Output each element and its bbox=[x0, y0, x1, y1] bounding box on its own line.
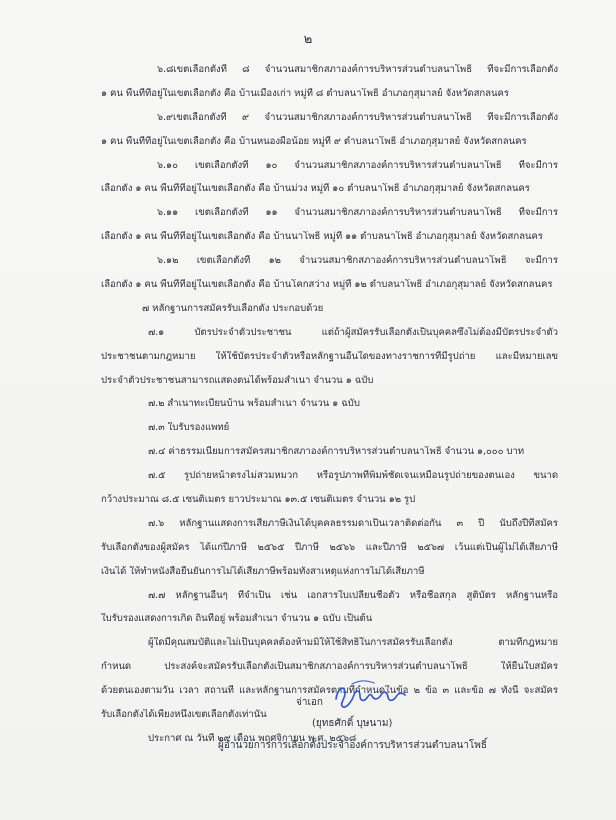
item-7-5-line-1: ๗.๕ รูปถ่ายหน้าตรงไม่สวมหมวก หรือรูปภาพที่พิมพ์ชัดเจนเหมือนรูปถ่ายของตนเอง ขนาด bbox=[148, 470, 558, 482]
application-note-line-4: รับเลือกตั้งได้เพียงหนึ่งเขตเลือกตั้งเท่านั้น bbox=[101, 709, 267, 721]
application-note-line-2: กำหนด ประสงค์จะสมัครรับเลือกตั้งเป็นสมาชิกสภาองค์การบริหารส่วนตำบลนาโพธิ์ ให้ยื่นใบสมัคร bbox=[101, 661, 558, 673]
district-10-line-2: เลือกตั้ง ๑ คน พื้นที่ที่อยู่ในเขตเลือกตั้ง คือ บ้านม่วง หมู่ที่ ๑๐ ตำบลนาโพธิ์ อำเภอกุสุมาลย์ จังหวัดสกลนคร bbox=[101, 183, 530, 195]
signatory-rank: จ่าเอก bbox=[296, 697, 323, 708]
signatory-title: ผู้อำนวยการการเลือกตั้งประจำองค์การบริหารส่วนตำบลนาโพธิ์ bbox=[218, 740, 487, 751]
district-10-line-1: ๖.๑๐ เขตเลือกตั้งที่ ๑๐ จำนวนสมาชิกสภาองค์การบริหารส่วนตำบลนาโพธิ์ ที่จะมีการ bbox=[157, 159, 558, 171]
application-note-line-1: ผู้ใดมีคุณสมบัติและไม่เป็นบุคคลต้องห้ามมิให้ใช้สิทธิในการสมัครรับเลือกตั้ง ตามที่กฎหมาย bbox=[148, 637, 558, 649]
item-7-6-line-2: รับเลือกตั้งของผู้สมัคร ได้แก่ปีภาษี ๒๕๖๕ ปีภาษี ๒๕๖๖ และปีภาษี ๒๕๖๗ เว้นแต่เป็นผู้ไม่ได้เสียภาษี bbox=[101, 541, 558, 553]
item-7-4: ๗.๔ ค่าธรรมเนียมการสมัครสมาชิกสภาองค์การบริหารส่วนตำบลนาโพธิ์ จำนวน ๑,๐๐๐ บาท bbox=[148, 446, 525, 458]
item-7-6-line-3: เงินได้ ให้ทำหนังสือยืนยันการไม่ได้เสียภาษีพร้อมทั้งสาเหตุแห่งการไม่ได้เสียภาษี bbox=[101, 565, 425, 577]
item-7-6-line-1: ๗.๖ หลักฐานแสดงการเสียภาษีเงินได้บุคคลธรรมดาเป็นเวลาติดต่อกัน ๓ ปี นับถึงปีที่สมัคร bbox=[148, 517, 558, 529]
district-12-line-1: ๖.๑๒ เขตเลือกตั้งที่ ๑๒ จำนวนสมาชิกสภาองค์การบริหารส่วนตำบลนาโพธิ์ จะมีการ bbox=[157, 255, 558, 267]
announcement-date: ประกาศ ณ วันที่ ๒๙ เดือน พฤศจิกายน พ.ศ. ๒๕๖๘ bbox=[148, 732, 357, 744]
item-7-3: ๗.๓ ใบรับรองแพทย์ bbox=[148, 422, 230, 434]
section-7-heading: ๗ หลักฐานการสมัครรับเลือกตั้ง ประกอบด้วย bbox=[142, 302, 324, 314]
document-body bbox=[0, 64, 616, 757]
item-7-2: ๗.๒ สำเนาทะเบียนบ้าน พร้อมสำเนา จำนวน ๑ ฉบับ bbox=[148, 398, 360, 410]
item-7-7-line-1: ๗.๗ หลักฐานอื่นๆ ที่จำเป็น เช่น เอกสารใบเปลี่ยนชื่อตัว หรือชื่อสกุล สูติบัตร หลักฐานหรือ bbox=[148, 589, 558, 601]
district-8-line-1: ๖.๘เขตเลือกตั้งที่ ๘ จำนวนสมาชิกสภาองค์การบริหารส่วนตำบลนาโพธิ์ ที่จะมีการเลือกตั้ง bbox=[157, 64, 558, 75]
district-11-line-1: ๖.๑๑ เขตเลือกตั้งที่ ๑๑ จำนวนสมาชิกสภาองค์การบริหารส่วนตำบลนาโพธิ์ ที่จะมีการ bbox=[157, 207, 558, 219]
item-7-1-line-2: ประชาชนตามกฎหมาย ให้ใช้บัตรประจำตัวหรือหลักฐานอื่นใดของทางราชการที่มีรูปถ่าย และมีหมายเลข bbox=[101, 350, 558, 362]
application-note-line-3: ด้วยตนเองตามวัน เวลา สถานที่ และหลักฐานการสมัครตามที่กำหนดในข้อ ๒ ข้อ ๓ และข้อ ๗ ทั้งนี้ จะสมัคร bbox=[101, 685, 558, 697]
district-9-line-1: ๖.๙เขตเลือกตั้งที่ ๙ จำนวนสมาชิกสภาองค์การบริหารส่วนตำบลนาโพธิ์ ที่จะมีการเลือกตั้ง bbox=[157, 111, 558, 123]
item-7-1-line-1: ๗.๑ บัตรประจำตัวประชาชน แต่ถ้าผู้สมัครรับเลือกตั้งเป็นบุคคลซึ่งไม่ต้องมีบัตรประจำตัว bbox=[148, 326, 558, 338]
handwritten-signature-icon bbox=[330, 675, 410, 711]
district-12-line-2: เลือกตั้ง ๑ คน พื้นที่ที่อยู่ในเขตเลือกตั้ง คือ บ้านโคกสว่าง หมู่ที่ ๑๒ ตำบลนาโพธิ์ อำเภอกุสุมาลย์ จังหวัดสกลนคร bbox=[101, 279, 553, 291]
district-9-line-2: ๑ คน พื้นที่ที่อยู่ในเขตเลือกตั้ง คือ บ้านหนองผือน้อย หมู่ที่ ๙ ตำบลนาโพธิ์ อำเภอกุสุมาลย์ จังหวัดสกลนคร bbox=[101, 135, 527, 147]
item-7-5-line-2: กว้างประมาณ ๘.๕ เซนติเมตร ยาวประมาณ ๑๓.๕ เซนติเมตร จำนวน ๑๒ รูป bbox=[101, 494, 416, 506]
item-7-7-line-2: ใบรับรองแสดงการเกิด ถิ่นที่อยู่ พร้อมสำเนา จำนวน ๑ ฉบับ เป็นต้น bbox=[101, 613, 373, 625]
district-8-line-2: ๑ คน พื้นที่ที่อยู่ในเขตเลือกตั้ง คือ บ้านเมืองเก่า หมู่ที่ ๘ ตำบลนาโพธิ์ อำเภอกุสุมาลย์ จังหวัดสกลนคร bbox=[101, 87, 509, 99]
district-11-line-2: เลือกตั้ง ๑ คน พื้นที่ที่อยู่ในเขตเลือกตั้ง คือ บ้านนาโพธิ์ หมู่ที่ ๑๑ ตำบลนาโพธิ์ อำเภอกุสุมาลย์ จังหวัดสกลนคร bbox=[101, 231, 543, 243]
item-7-1-line-3: ประจำตัวประชาชนสามารถแสดงตนได้พร้อมสำเนา จำนวน ๑ ฉบับ bbox=[101, 374, 374, 386]
signatory-name: (ยุทธศักดิ์ บุษนาม) bbox=[312, 718, 393, 729]
page-number: ๒ bbox=[303, 32, 313, 47]
